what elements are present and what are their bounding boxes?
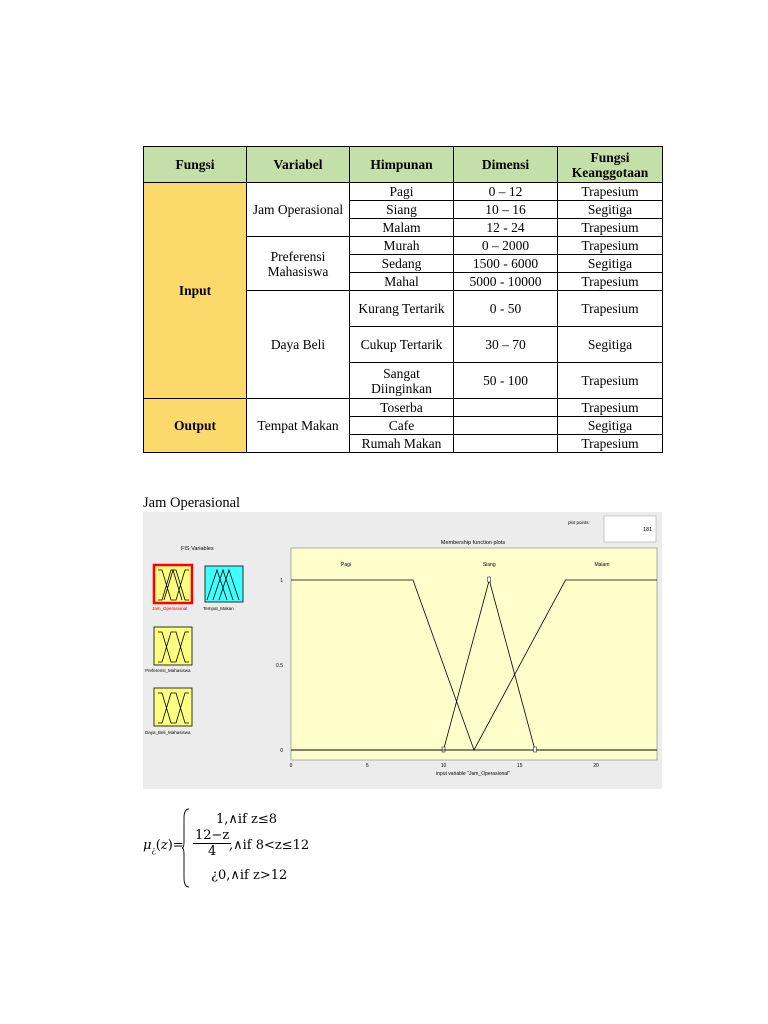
himpunan-cell: Sedang bbox=[350, 255, 454, 273]
fungsi-cell: Segitiga bbox=[558, 201, 663, 219]
himpunan-cell: Murah bbox=[350, 237, 454, 255]
fis-variable-label: Tempat_Makan bbox=[203, 606, 234, 611]
fis-variable-tile-jam[interactable] bbox=[154, 565, 192, 603]
himpunan-cell: Siang bbox=[350, 201, 454, 219]
mf-handle[interactable] bbox=[488, 577, 491, 582]
formula-case-1: 1,∧if z≤8 bbox=[216, 812, 278, 827]
header-fungsi-keanggotaan: Fungsi Keanggotaan bbox=[558, 147, 663, 183]
variable-cell: Daya Beli bbox=[247, 291, 350, 399]
fis-svg bbox=[143, 512, 662, 789]
header-dimensi: Dimensi bbox=[454, 147, 558, 183]
dimensi-cell bbox=[454, 435, 558, 453]
x-tick-label: 0 bbox=[289, 763, 293, 769]
formula-case-3: ¿0,∧if z>12 bbox=[211, 868, 288, 883]
x-tick-label: 5 bbox=[365, 763, 369, 769]
header-fungsi: Fungsi bbox=[144, 147, 247, 183]
fis-variable-label: Preferensi_Mahasiswa bbox=[145, 668, 191, 673]
membership-formula bbox=[143, 808, 443, 888]
y-tick-label: 0 bbox=[280, 748, 283, 754]
x-tick-label: 10 bbox=[440, 763, 447, 769]
mf-label-malam: Malam bbox=[594, 562, 610, 568]
variable-cell: Preferensi Mahasiswa bbox=[247, 237, 350, 291]
himpunan-cell: Rumah Makan bbox=[350, 435, 454, 453]
fungsi-cell: Trapesium bbox=[558, 219, 663, 237]
formula-lhs: $\mu_¿(z)=$ bbox=[143, 838, 184, 855]
plot-points-label: plot points: bbox=[568, 520, 590, 525]
formula-case-2-condition: ,∧if 8<z≤12 bbox=[229, 838, 310, 853]
fungsi-cell: Segitiga bbox=[558, 327, 663, 363]
fungsi-cell: Trapesium bbox=[558, 291, 663, 327]
dimensi-cell bbox=[454, 417, 558, 435]
fis-variable-label: Daya_Beli_Mahasiswa bbox=[145, 730, 191, 735]
tile-border bbox=[154, 627, 192, 665]
x-axis-label: input variable "Jam_Operasional" bbox=[436, 771, 510, 777]
dimensi-cell bbox=[454, 399, 558, 417]
left-brace-icon bbox=[181, 808, 191, 888]
fungsi-cell: Trapesium bbox=[558, 399, 663, 417]
himpunan-cell: Malam bbox=[350, 219, 454, 237]
himpunan-cell: Pagi bbox=[350, 183, 454, 201]
dimensi-cell: 12 - 24 bbox=[454, 219, 558, 237]
table-row bbox=[144, 183, 663, 201]
variable-cell: Tempat Makan bbox=[247, 399, 350, 453]
section-title: Jam Operasional bbox=[143, 495, 241, 511]
himpunan-cell: Kurang Tertarik bbox=[350, 291, 454, 327]
y-tick-label: 1 bbox=[280, 578, 283, 584]
dimensi-cell: 0 - 50 bbox=[454, 291, 558, 327]
fraction-denominator: 4 bbox=[208, 844, 217, 859]
table-header-row bbox=[144, 147, 663, 183]
x-tick-label: 15 bbox=[516, 763, 523, 769]
dimensi-cell: 10 – 16 bbox=[454, 201, 558, 219]
mf-label-pagi: Pagi bbox=[340, 562, 352, 568]
mf-label-siang: Siang bbox=[482, 562, 496, 568]
fungsi-cell: Trapesium bbox=[558, 363, 663, 399]
category-output: Output bbox=[144, 399, 247, 453]
mf-handle[interactable] bbox=[442, 747, 445, 752]
dimensi-cell: 0 – 2000 bbox=[454, 237, 558, 255]
himpunan-cell: Cafe bbox=[350, 417, 454, 435]
table-row bbox=[144, 399, 663, 417]
fungsi-cell: Segitiga bbox=[558, 417, 663, 435]
himpunan-cell: Sangat Diinginkan bbox=[350, 363, 454, 399]
mf-handle[interactable] bbox=[534, 747, 537, 752]
plot-title: Membership function plots bbox=[440, 540, 506, 546]
dimensi-cell: 5000 - 10000 bbox=[454, 273, 558, 291]
himpunan-cell: Cukup Tertarik bbox=[350, 327, 454, 363]
fis-editor-figure bbox=[143, 512, 662, 789]
mu-subscript: ¿ bbox=[151, 845, 156, 855]
plot-points-value: 181 bbox=[643, 527, 653, 533]
fis-variable-tile-tempat[interactable] bbox=[205, 566, 243, 602]
himpunan-cell: Mahal bbox=[350, 273, 454, 291]
dimensi-cell: 50 - 100 bbox=[454, 363, 558, 399]
dimensi-cell: 30 – 70 bbox=[454, 327, 558, 363]
fis-panel-title: FIS Variables bbox=[181, 546, 214, 552]
fungsi-cell: Trapesium bbox=[558, 183, 663, 201]
fis-variable-tile-daya-beli[interactable] bbox=[154, 688, 192, 726]
formula-fraction bbox=[193, 828, 231, 859]
fungsi-cell: Segitiga bbox=[558, 255, 663, 273]
tile-border bbox=[154, 688, 192, 726]
fis-variable-label: Jam_Operasional bbox=[152, 606, 188, 611]
variable-cell: Jam Operasional bbox=[247, 183, 350, 237]
y-tick-label: 0.5 bbox=[276, 663, 283, 669]
himpunan-cell: Toserba bbox=[350, 399, 454, 417]
x-tick-label: 20 bbox=[593, 763, 599, 769]
category-input: Input bbox=[144, 183, 247, 399]
fuzzy-table bbox=[143, 146, 663, 453]
mu-argument: z bbox=[160, 838, 168, 853]
fungsi-cell: Trapesium bbox=[558, 273, 663, 291]
header-himpunan: Himpunan bbox=[350, 147, 454, 183]
dimensi-cell: 1500 - 6000 bbox=[454, 255, 558, 273]
dimensi-cell: 0 – 12 bbox=[454, 183, 558, 201]
fungsi-cell: Trapesium bbox=[558, 435, 663, 453]
fraction-numerator: 12−z bbox=[195, 828, 230, 843]
header-variabel: Variabel bbox=[247, 147, 350, 183]
mu-symbol: μ bbox=[143, 838, 152, 853]
fungsi-cell: Trapesium bbox=[558, 237, 663, 255]
fis-variable-tile-preferensi[interactable] bbox=[154, 627, 192, 665]
